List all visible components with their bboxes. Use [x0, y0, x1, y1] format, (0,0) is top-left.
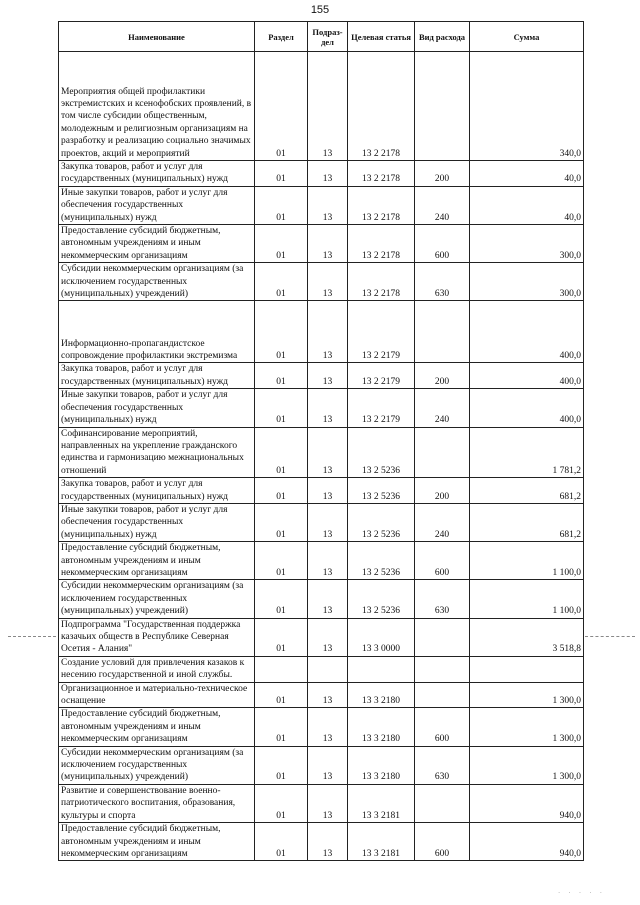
- cell-section: 01: [255, 746, 308, 784]
- cell-target: 13 2 2179: [348, 389, 415, 427]
- table-row: [59, 503, 584, 541]
- table-row: [59, 580, 584, 618]
- cell-sum: 1 100,0: [470, 580, 584, 618]
- cell-sum: 940,0: [470, 823, 584, 861]
- cell-target: 13 2 5236: [348, 542, 415, 580]
- cell-name: Софинансирование мероприятий, направленных на укрепление гражданского единства и гармонизацию межнациональных отношений: [59, 427, 255, 478]
- table-row: [59, 656, 584, 682]
- cell-sum: 400,0: [470, 301, 584, 363]
- cell-name: Предоставление субсидий бюджетным, автономным учреждениям и иным некоммерческим организациям: [59, 542, 255, 580]
- table-row: [59, 682, 584, 708]
- cell-name: Развитие и совершенствование военно-патриотического воспитания, образования, культуры и спорта: [59, 784, 255, 822]
- cell-section: 01: [255, 784, 308, 822]
- cell-section: 01: [255, 580, 308, 618]
- cell-subsection: 13: [308, 427, 348, 478]
- cell-expense: [415, 682, 470, 708]
- table-row: [59, 784, 584, 822]
- cell-expense: 630: [415, 263, 470, 301]
- cell-expense: 200: [415, 161, 470, 187]
- cell-section: 01: [255, 682, 308, 708]
- cell-target: 13 3 2180: [348, 746, 415, 784]
- cell-section: 01: [255, 427, 308, 478]
- cell-target: 13 2 2178: [348, 161, 415, 187]
- header-section: Раздел: [255, 22, 308, 52]
- header-subsection: Подраз-дел: [308, 22, 348, 52]
- table-row: [59, 263, 584, 301]
- cell-sum: 1 300,0: [470, 682, 584, 708]
- page-number: 155: [310, 4, 330, 16]
- cell-target: 13 3 2180: [348, 708, 415, 746]
- cell-target: [348, 656, 415, 682]
- cell-subsection: 13: [308, 301, 348, 363]
- cell-name: Субсидии некоммерческим организациям (за исключением государственных (муниципальных) учреждений): [59, 263, 255, 301]
- table-row: [59, 301, 584, 363]
- table-row: [59, 427, 584, 478]
- cell-section: 01: [255, 618, 308, 656]
- cell-target: 13 3 0000: [348, 618, 415, 656]
- cell-name: Закупка товаров, работ и услуг для государственных (муниципальных) нужд: [59, 363, 255, 389]
- cell-target: 13 2 2178: [348, 225, 415, 263]
- cell-name: Иные закупки товаров, работ и услуг для обеспечения государственных (муниципальных) нужд: [59, 186, 255, 224]
- cell-expense: 240: [415, 389, 470, 427]
- cell-subsection: 13: [308, 225, 348, 263]
- table-row: [59, 708, 584, 746]
- cell-subsection: 13: [308, 784, 348, 822]
- table-row: [59, 186, 584, 224]
- header-sum: Сумма: [470, 22, 584, 52]
- cell-target: 13 2 5236: [348, 580, 415, 618]
- table-row: [59, 746, 584, 784]
- cell-name: Закупка товаров, работ и услуг для государственных (муниципальных) нужд: [59, 478, 255, 504]
- cell-sum: 40,0: [470, 186, 584, 224]
- cell-subsection: 13: [308, 542, 348, 580]
- cell-subsection: 13: [308, 161, 348, 187]
- table-row: [59, 161, 584, 187]
- cell-expense: [415, 618, 470, 656]
- cell-sum: 1 300,0: [470, 746, 584, 784]
- cell-section: 01: [255, 542, 308, 580]
- cut-line-left: [8, 636, 56, 637]
- cell-sum: 681,2: [470, 503, 584, 541]
- cell-subsection: 13: [308, 478, 348, 504]
- cell-sum: 940,0: [470, 784, 584, 822]
- cell-expense: [415, 427, 470, 478]
- cell-subsection: 13: [308, 682, 348, 708]
- cell-section: 01: [255, 263, 308, 301]
- header-name: Наименование: [59, 22, 255, 52]
- cell-subsection: 13: [308, 503, 348, 541]
- table-header-row: [59, 22, 584, 52]
- cell-name: Предоставление субсидий бюджетным, автономным учреждениям и иным некоммерческим организациям: [59, 823, 255, 861]
- cell-section: 01: [255, 708, 308, 746]
- cell-target: 13 2 2179: [348, 301, 415, 363]
- cell-name: Информационно-пропагандистское сопровождение профилактики экстремизма: [59, 301, 255, 363]
- cell-name: Иные закупки товаров, работ и услуг для обеспечения государственных (муниципальных) нужд: [59, 503, 255, 541]
- table-row: [59, 363, 584, 389]
- cell-section: 01: [255, 363, 308, 389]
- cell-name: Субсидии некоммерческим организациям (за исключением государственных (муниципальных) учреждений): [59, 746, 255, 784]
- cell-subsection: 13: [308, 580, 348, 618]
- cut-line-right: [585, 636, 635, 637]
- cell-sum: [470, 656, 584, 682]
- cell-section: 01: [255, 389, 308, 427]
- cell-expense: 200: [415, 363, 470, 389]
- cell-expense: 600: [415, 542, 470, 580]
- table-row: [59, 52, 584, 161]
- cell-target: 13 2 2178: [348, 52, 415, 161]
- cell-subsection: 13: [308, 389, 348, 427]
- cell-section: 01: [255, 823, 308, 861]
- cell-sum: 340,0: [470, 52, 584, 161]
- cell-expense: [415, 784, 470, 822]
- cell-expense: 240: [415, 503, 470, 541]
- cell-name: Подпрограмма "Государственная поддержка казачьих обществ в Республике Северная Осетия - Алания": [59, 618, 255, 656]
- cell-expense: 600: [415, 225, 470, 263]
- cell-expense: [415, 301, 470, 363]
- cell-subsection: 13: [308, 618, 348, 656]
- budget-table: [58, 21, 584, 861]
- table-row: [59, 478, 584, 504]
- cell-target: 13 2 5236: [348, 503, 415, 541]
- cell-target: 13 3 2181: [348, 784, 415, 822]
- cell-section: 01: [255, 186, 308, 224]
- cell-expense: 600: [415, 823, 470, 861]
- cell-target: 13 2 5236: [348, 427, 415, 478]
- cell-sum: 1 781,2: [470, 427, 584, 478]
- cell-sum: 3 518,8: [470, 618, 584, 656]
- cell-name: Мероприятия общей профилактики экстремистских и ксенофобских проявлений, в том числе субсидии общественным, молодежным и религиозным организациям на разработку и реализацию социально значимых проектов, акций и мероприятий: [59, 52, 255, 161]
- cell-section: 01: [255, 225, 308, 263]
- cell-sum: 400,0: [470, 363, 584, 389]
- cell-sum: 1 300,0: [470, 708, 584, 746]
- cell-expense: 240: [415, 186, 470, 224]
- cell-sum: 400,0: [470, 389, 584, 427]
- cell-name: Закупка товаров, работ и услуг для государственных (муниципальных) нужд: [59, 161, 255, 187]
- cell-section: 01: [255, 503, 308, 541]
- cell-name: Субсидии некоммерческим организациям (за исключением государственных (муниципальных) учреждений): [59, 580, 255, 618]
- table-row: [59, 618, 584, 656]
- cell-sum: 300,0: [470, 225, 584, 263]
- cell-section: 01: [255, 478, 308, 504]
- cell-expense: [415, 656, 470, 682]
- cell-target: 13 3 2181: [348, 823, 415, 861]
- cell-name: Предоставление субсидий бюджетным, автономным учреждениям и иным некоммерческим организациям: [59, 708, 255, 746]
- cell-subsection: 13: [308, 823, 348, 861]
- table-row: [59, 225, 584, 263]
- cell-expense: [415, 52, 470, 161]
- cell-expense: 630: [415, 580, 470, 618]
- cell-section: 01: [255, 301, 308, 363]
- cell-target: 13 3 2180: [348, 682, 415, 708]
- cell-subsection: 13: [308, 263, 348, 301]
- cell-sum: 1 100,0: [470, 542, 584, 580]
- cell-expense: 200: [415, 478, 470, 504]
- cell-expense: 630: [415, 746, 470, 784]
- cell-sum: 40,0: [470, 161, 584, 187]
- scan-artifact-dots: · · · · ·: [558, 889, 606, 897]
- cell-section: [255, 656, 308, 682]
- cell-section: 01: [255, 52, 308, 161]
- cell-target: 13 2 5236: [348, 478, 415, 504]
- cell-subsection: 13: [308, 52, 348, 161]
- cell-sum: 300,0: [470, 263, 584, 301]
- cell-subsection: [308, 656, 348, 682]
- cell-subsection: 13: [308, 186, 348, 224]
- cell-target: 13 2 2179: [348, 363, 415, 389]
- cell-sum: 681,2: [470, 478, 584, 504]
- table-row: [59, 542, 584, 580]
- cell-name: Предоставление субсидий бюджетным, автономным учреждениям и иным некоммерческим организациям: [59, 225, 255, 263]
- cell-name: Иные закупки товаров, работ и услуг для обеспечения государственных (муниципальных) нужд: [59, 389, 255, 427]
- header-target: Целевая статья: [348, 22, 415, 52]
- cell-subsection: 13: [308, 363, 348, 389]
- cell-subsection: 13: [308, 746, 348, 784]
- cell-expense: 600: [415, 708, 470, 746]
- header-expense: Вид расхода: [415, 22, 470, 52]
- cell-name: Создание условий для привлечения казаков к несению государственной и иной службы.: [59, 656, 255, 682]
- cell-name: Организационное и материально-техническое оснащение: [59, 682, 255, 708]
- cell-target: 13 2 2178: [348, 186, 415, 224]
- cell-subsection: 13: [308, 708, 348, 746]
- cell-target: 13 2 2178: [348, 263, 415, 301]
- table-row: [59, 389, 584, 427]
- cell-section: 01: [255, 161, 308, 187]
- table-row: [59, 823, 584, 861]
